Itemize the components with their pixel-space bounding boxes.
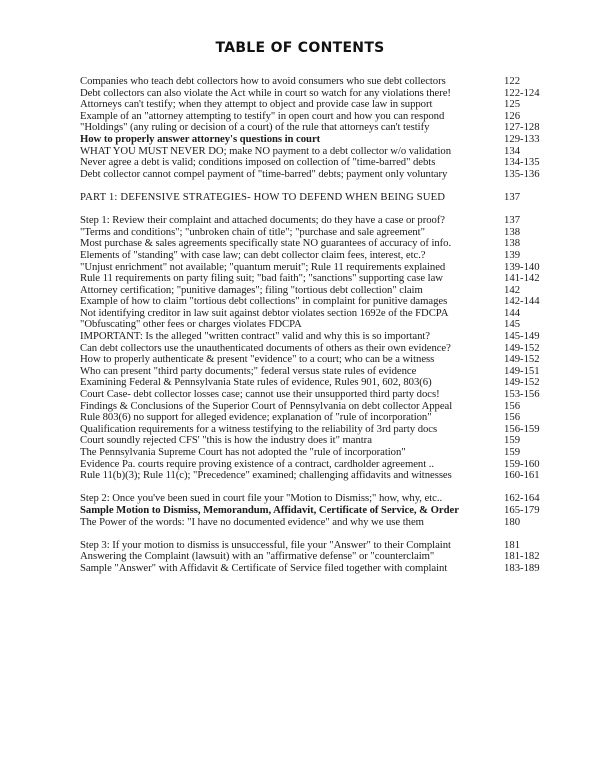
toc-entry: [80, 435, 550, 447]
toc-entry-page: 159: [504, 446, 521, 458]
toc-entry-page: 138: [504, 225, 521, 238]
toc-entry: [80, 238, 550, 250]
toc-entry: [80, 540, 550, 552]
toc-entry-text: Never agree a debt is valid; conditions imposed on collection of "time-barred" debts: [80, 157, 436, 169]
toc-entry-page: 149-152: [504, 353, 540, 366]
toc-entry-text: Answering the Complaint (lawsuit) with an "affirmative defense" or "counterclaim": [80, 551, 435, 563]
toc-entry-page: 127-128: [504, 121, 540, 134]
toc-entry-text: Rule 11 requirements on party filing suit; "bad faith"; "sanctions" supporting case law: [80, 273, 443, 285]
toc-entry-page: 165-179: [504, 503, 540, 516]
toc-entry-page: 156-159: [504, 422, 540, 435]
toc-entry-text: The Power of the words: "I have no documented evidence" and why we use them: [80, 516, 424, 528]
toc-entry: [80, 551, 550, 563]
toc-entry-page: 122-124: [504, 86, 540, 99]
toc-entry-text: Step 3: If your motion to dismiss is unsuccessful, file your "Answer" to their Complaint: [80, 539, 451, 551]
toc-entry-page: 144: [504, 306, 521, 319]
toc-entry-page: 159-160: [504, 457, 540, 470]
toc-entry: [80, 296, 550, 308]
toc-entry-text: Most purchase & sales agreements specifically state NO guarantees of accuracy of info.: [80, 238, 452, 250]
toc-entry: [80, 169, 550, 181]
toc-entry: [80, 517, 550, 529]
toc-entry-page: 153-156: [504, 388, 540, 401]
toc-entry-text: Companies who teach debt collectors how to avoid consumers who sue debt collectors: [80, 76, 446, 87]
toc-entry: [80, 111, 550, 123]
toc-entry-text: Rule 803(6) no support for alleged evidence; explanation of "rule of incorporation": [80, 412, 432, 424]
toc-entry-text: WHAT YOU MUST NEVER DO; make NO payment to a debt collector w/o validation: [80, 145, 451, 157]
toc-entry-text: Example of an "attorney attempting to testify" in open court and how you can respond: [80, 110, 445, 122]
toc-entry: [80, 250, 550, 262]
toc-entry-text: Attorney certification; "punitive damages"; filing "tortious debt collection" claim: [80, 284, 423, 296]
toc-entry-page: 160-161: [504, 469, 540, 482]
toc-entry-text: Examining Federal & Pennsylvania State rules of evidence, Rules 901, 602, 803(6): [80, 377, 432, 389]
toc-entry-page: 125: [504, 98, 521, 111]
toc-entry-text: "Unjust enrichment" not available; "quantum meruit"; Rule 11 requirements explained: [80, 261, 446, 273]
toc-entry: [80, 459, 550, 471]
toc-entry: [80, 99, 550, 111]
toc-entry-page: 159: [504, 434, 521, 447]
toc-entry: [80, 412, 550, 424]
toc-entry: [80, 331, 550, 343]
toc-entry-text: Rule 11(b)(3); Rule 11(c); "Precedence" examined; challenging affidavits and witnesses: [80, 470, 452, 482]
toc-entry-text: "Obfuscating" other fees or charges violates FDCPA: [80, 319, 302, 331]
toc-entry-page: 139-140: [504, 260, 540, 273]
toc-entry-page: 156: [504, 399, 521, 412]
page-title: TABLE OF CONTENTS: [215, 40, 385, 56]
toc-entry-page: 129-133: [504, 132, 540, 145]
toc-entry: [80, 366, 550, 378]
toc-entry-text: Court soundly rejected CFS' "this is how the industry does it" mantra: [80, 435, 372, 447]
toc-entry-page: 183-189: [504, 561, 540, 574]
toc-entry-page: 145: [504, 318, 521, 331]
toc-entry: [80, 146, 550, 158]
toc-entry-page: 149-151: [504, 364, 540, 377]
toc-entry: [80, 76, 550, 88]
toc-entry-text: Who can present "third party documents;" federal versus state rules of evidence: [80, 365, 417, 377]
toc-entry-text: "Terms and conditions"; "unbroken chain of title"; "purchase and sale agreement": [80, 226, 425, 238]
toc-entry-text: Debt collector cannot compel payment of "time-barred" debts; payment only voluntary: [80, 168, 448, 180]
toc-entry-text: Qualification requirements for a witness testifying to the reliability of 3rd party docs: [80, 423, 438, 435]
toc-entry-page: 134-135: [504, 156, 540, 169]
toc-entry-page: 145-149: [504, 330, 540, 343]
toc-entry-page: 134: [504, 144, 521, 157]
toc-entry: [80, 285, 550, 297]
table-of-contents: [80, 76, 550, 575]
toc-entry-page: 138: [504, 237, 521, 250]
toc-entry: [80, 377, 550, 389]
toc-entry-text: Debt collectors can also violate the Act while in court so watch for any violations there!: [80, 87, 451, 99]
toc-entry: [80, 424, 550, 436]
toc-entry-text: Can debt collectors use the unauthenticated documents of others as their own evidence?: [80, 342, 451, 354]
toc-entry-page: 181-182: [504, 550, 540, 563]
toc-entry-text: How to properly answer attorney's questions in court: [80, 133, 321, 145]
toc-entry-page: 142: [504, 283, 521, 296]
toc-entry-page: 180: [504, 515, 521, 528]
toc-entry-text: Sample "Answer" with Affidavit & Certificate of Service filed together with complaint: [80, 562, 448, 574]
toc-entry: [80, 227, 550, 239]
toc-entry: [80, 319, 550, 331]
toc-entry: [80, 563, 550, 575]
toc-entry-page: 142-144: [504, 295, 540, 308]
toc-entry: [80, 493, 550, 505]
toc-entry-text: Evidence Pa. courts require proving existence of a contract, cardholder agreement ..: [80, 458, 434, 470]
toc-entry: [80, 262, 550, 274]
toc-entry-page: 135-136: [504, 167, 540, 180]
toc-entry-text: Attorneys can't testify; when they attempt to object and provide case law in support: [80, 99, 433, 111]
toc-entry-text: How to properly authenticate & present "evidence" to a court; who can be a witness: [80, 354, 435, 366]
toc-entry: [80, 88, 550, 100]
toc-entry-page: 122: [504, 75, 521, 87]
toc-entry-text: The Pennsylvania Supreme Court has not adopted the "rule of incorporation": [80, 447, 406, 458]
toc-entry-page: 149-152: [504, 341, 540, 354]
toc-entry-text: Step 1: Review their complaint and attached documents; do they have a case or proof?: [80, 215, 445, 227]
toc-entry-text: "Holdings" (any ruling or decision of a court) of the rule that attorneys can't testify: [80, 122, 430, 134]
toc-entry-text: PART 1: DEFENSIVE STRATEGIES- HOW TO DEFEND WHEN BEING SUED: [80, 191, 446, 203]
toc-entry: [80, 215, 550, 227]
toc-entry-text: Court Case- debt collector losses case; cannot use their unsupported third party docs!: [80, 389, 440, 401]
toc-entry: [80, 505, 550, 517]
toc-entry: [80, 447, 550, 459]
toc-entry-text: Example of how to claim "tortious debt collections" in complaint for punitive damages: [80, 296, 448, 308]
toc-entry-page: 139: [504, 248, 521, 261]
toc-entry-text: IMPORTANT: Is the alleged "written contract" valid and why this is so important?: [80, 331, 430, 343]
toc-entry: [80, 308, 550, 320]
toc-entry: [80, 470, 550, 482]
toc-entry-page: 126: [504, 109, 521, 122]
toc-entry: [80, 122, 550, 134]
toc-entry-page: 141-142: [504, 272, 540, 285]
toc-entry: [80, 343, 550, 355]
toc-entry: [80, 134, 550, 146]
toc-entry-page: 181: [504, 538, 521, 551]
toc-entry: [80, 354, 550, 366]
toc-entry-text: Findings & Conclusions of the Superior Court of Pennsylvania on debt collector Appeal: [80, 400, 453, 412]
toc-entry: [80, 157, 550, 169]
toc-entry-page: 137: [504, 214, 521, 227]
toc-entry-page: 137: [504, 190, 521, 203]
toc-part-heading: [80, 192, 550, 204]
toc-entry-page: 156: [504, 411, 521, 424]
toc-entry-text: Sample Motion to Dismiss, Memorandum, Affidavit, Certificate of Service, & Order: [80, 504, 459, 516]
toc-entry: [80, 273, 550, 285]
toc-entry: [80, 389, 550, 401]
toc-entry: [80, 401, 550, 413]
toc-entry-page: 162-164: [504, 492, 540, 505]
toc-entry-text: Step 2: Once you've been sued in court file your "Motion to Dismiss;" how, why, etc..: [80, 493, 443, 505]
toc-entry-page: 149-152: [504, 376, 540, 389]
toc-entry-text: Not identifying creditor in law suit against debtor violates section 1692e of the FDCPA: [80, 307, 449, 319]
toc-entry-text: Elements of "standing" with case law; can debt collector claim fees, interest, etc.?: [80, 249, 426, 261]
